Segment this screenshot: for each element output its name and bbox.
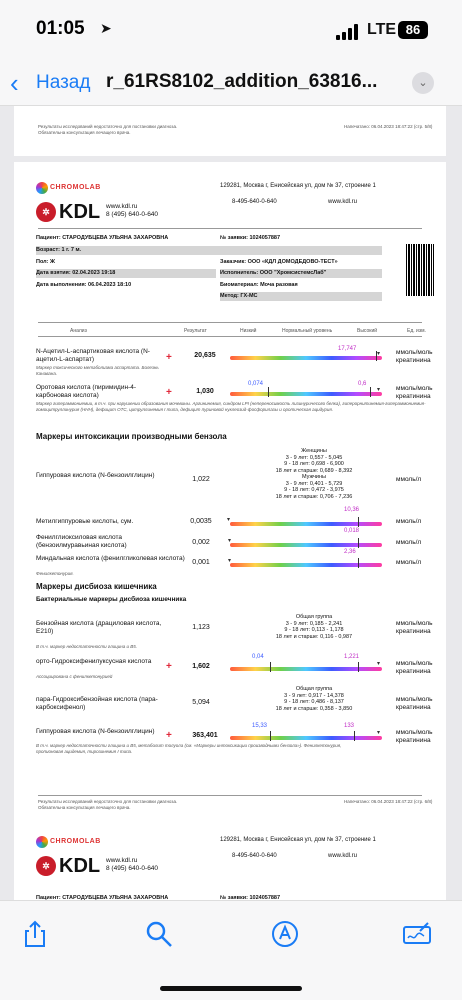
network-type: LTE [367, 21, 397, 38]
range-min-tick [270, 662, 271, 672]
document-title[interactable]: r_61RS8102_addition_63816... [106, 71, 378, 92]
order-number: № заявки: 1024057887 [220, 235, 281, 241]
footer-line: Результаты исследований недостаточно для постановки диагноза. [38, 799, 178, 804]
above-range-icon: + [166, 730, 172, 741]
analysis-note: Фенилкетонурия. [36, 571, 74, 576]
patient-name: Пациент: СТАРОДУБЦЕВА УЛЬЯНА ЗАХАРОВНА [36, 895, 169, 900]
reference-ranges [250, 614, 378, 640]
range-min-label: 0,074 [248, 381, 264, 387]
analysis-unit: ммоль/л [396, 518, 422, 525]
chromolab-logo: CHROMOLAB [50, 184, 101, 191]
range-min-tick [270, 731, 271, 741]
analysis-name: Бензойная кислота (драциловая кислота, E210) [36, 620, 162, 635]
lab-site: www.kdl.ru [328, 199, 358, 205]
above-range-icon: + [166, 661, 172, 672]
page-footer-note [38, 124, 177, 136]
bottom-toolbar [0, 900, 462, 1000]
ref-line: 18 лет и старше: 0,689 - 8,392 [275, 467, 353, 474]
ref-line: 3 - 9 лет: 0,557 - 5,045 [285, 454, 343, 461]
back-chevron-icon[interactable]: ‹ [10, 68, 19, 98]
analysis-value: 1,022 [192, 476, 210, 483]
range-max-label: 0,6 [358, 381, 367, 387]
kdl-logo-icon: ✲ [36, 856, 56, 876]
reference-ranges [250, 686, 378, 712]
search-icon[interactable] [144, 919, 174, 949]
analysis-unit: ммоль/л [396, 559, 422, 566]
signal-icon [336, 24, 360, 40]
chevron-down-icon[interactable]: ⌄ [412, 72, 434, 94]
chromolab-logo-icon [36, 182, 48, 194]
footer-line: Обязательна консультация лечащего врача. [38, 805, 131, 810]
kdl-phone: 8 (495) 640-0-640 [106, 865, 159, 872]
range-scale [230, 392, 382, 396]
range-max-label: 133 [344, 723, 355, 729]
chromolab-logo: CHROMOLAB [50, 838, 101, 845]
analysis-name: N-Ацетил-L-аспартиковая кислота (N-ацетил-L-аспартат) [36, 348, 150, 363]
analysis-value: 0,002 [192, 539, 210, 546]
analysis-value: 0,0035 [190, 518, 212, 525]
analysis-note: Маркер гипераммониемии, в т.ч. при нарушении образования мочевины. Аргининемия, синдром LPI (непереносимость лизинуричесого белка), гиперорнитинемия-гипераммониемия-гомоцитруллинурия (HHH), дефицит OTC, цитруллинемия I типа, дефицит пуриновой нуклеозид-фосфорилазы и оротическая ацидурия. [36, 401, 426, 412]
analysis-unit: ммоль/моль креатинина [396, 349, 433, 364]
page-5 [14, 106, 446, 156]
analysis-value: 1,123 [192, 624, 210, 631]
markup-icon[interactable] [270, 919, 300, 949]
range-max-label: 0,018 [344, 528, 360, 534]
analysis-value: 1,030 [196, 388, 214, 395]
date-done: Дата выполнения: 06.04.2023 18:10 [36, 282, 132, 288]
col-normal: Нормальный уровень [282, 328, 333, 334]
ref-line: 3 - 9 лет: 0,917 - 14,378 [284, 692, 344, 699]
range-max-tick [358, 662, 359, 672]
kdl-phone: 8 (495) 640-0-640 [106, 211, 159, 218]
analysis-name: пара-Гидроксибензойная кислота (пара-карбоксифенол) [36, 696, 158, 711]
range-min-label: 0,04 [252, 654, 264, 660]
lab-site: www.kdl.ru [328, 853, 358, 859]
col-low: Низкий [240, 328, 257, 334]
patient-name: Пациент: СТАРОДУБЦЕВА УЛЬЯНА ЗАХАРОВНА [36, 235, 169, 241]
back-button[interactable]: Назад [36, 72, 91, 93]
analysis-unit: ммоль/моль креатинина [396, 660, 433, 675]
analysis-unit: ммоль/моль креатинина [396, 696, 433, 711]
page-6 [14, 162, 446, 848]
ref-line: 18 лет и старше: 0,116 - 0,987 [275, 633, 353, 640]
result-marker-icon: ▾ [228, 538, 232, 544]
kdl-site: www.kdl.ru [106, 203, 138, 210]
signature-icon[interactable] [402, 919, 432, 949]
nav-bar [0, 60, 462, 106]
analysis-name: Гиппуровая кислота (N-бензоилглицин) [36, 472, 155, 479]
reference-ranges [250, 448, 378, 500]
battery-indicator: 86 [398, 21, 428, 39]
analysis-note: В т.ч. маркер недостаточности глицина и B5, метаболит толуола (см. «Маркеры интоксикации производными бензола»). Фенилкетонурия, пропионовая ацидемия, тирозинемия I типа. [36, 743, 342, 754]
col-result: Результат [184, 328, 207, 334]
result-marker-icon: ▾ [228, 558, 232, 564]
range-max-tick [358, 558, 359, 568]
analysis-name: Фенилглиоксиловая кислота (бензоилмуравьиная кислота) [36, 534, 127, 549]
range-max-label: 1,221 [344, 654, 360, 660]
analysis-unit: ммоль/л [396, 539, 422, 546]
method: Метод: ГХ-МС [220, 292, 382, 301]
analysis-unit: ммоль/моль креатинина [396, 729, 433, 744]
range-max-label: 10,36 [344, 507, 360, 513]
analysis-value: 0,001 [192, 559, 210, 566]
subsection-title: Бактериальные маркеры дисбиоза кишечника [36, 596, 187, 603]
range-max-label: 2,36 [344, 549, 356, 555]
ref-line: 9 - 18 лет: 0,486 - 8,137 [284, 699, 344, 705]
ref-line: 9 - 18 лет: 0,113 - 1,178 [284, 627, 344, 633]
share-icon[interactable] [20, 919, 50, 949]
lab-address: 129281, Москва г, Енисейская ул, дом № 37, строение 1 [220, 183, 376, 189]
range-scale [230, 563, 382, 567]
page-footer-note [38, 799, 177, 811]
kdl-logo-icon: ✲ [36, 202, 56, 222]
analysis-unit: ммоль/моль креатинина [396, 620, 433, 635]
footer-line: Результаты исследований недостаточно для постановки диагноза. [38, 124, 178, 129]
kdl-logo: KDL [59, 855, 101, 877]
result-marker-icon: ▾ [377, 661, 381, 667]
customer: Заказчик: ООО «КДЛ ДОМОДЕДОВО-ТЕСТ» [220, 259, 338, 265]
analysis-name: Гиппуровая кислота (N-бензоилглицин) [36, 728, 155, 735]
ref-line: Женщины [301, 448, 327, 454]
analysis-value: 363,401 [192, 732, 218, 739]
col-analysis: Анализ [70, 328, 87, 334]
analysis-name: Метилгиппуровые кислоты, сум. [36, 518, 134, 525]
analysis-value: 20,635 [194, 352, 216, 359]
barcode [406, 244, 434, 296]
range-scale [230, 356, 382, 360]
ref-line: Общая группа [295, 614, 333, 620]
ref-line: 3 - 9 лет: 0,185 - 2,241 [285, 620, 343, 627]
range-scale [230, 736, 382, 740]
patient-sex: Пол: Ж [36, 259, 56, 265]
range-min-label: 15,33 [252, 723, 268, 729]
analysis-unit: ммоль/л [396, 476, 422, 483]
page-7 [14, 814, 446, 900]
status-time: 01:05 [36, 18, 85, 39]
above-range-icon: + [166, 387, 172, 398]
kdl-site: www.kdl.ru [106, 857, 138, 864]
date-taken: Дата взятия: 02.04.2023 19:18 [36, 269, 216, 278]
range-scale [230, 543, 382, 547]
order-number: № заявки: 1024057887 [220, 895, 281, 900]
lab-address: 129281, Москва г, Енисейская ул, дом № 37, строение 1 [220, 837, 376, 843]
range-min-tick [268, 387, 269, 397]
ref-line: 18 лет и старше: 0,358 - 3,850 [275, 705, 353, 712]
executor: Исполнитель: ООО "ХромсистемсЛаб" [220, 269, 382, 278]
result-marker-icon: ▾ [227, 517, 231, 523]
analysis-unit: ммоль/моль креатинина [396, 385, 433, 400]
lab-phone: 8-495-640-0-640 [232, 853, 277, 859]
result-marker-icon: ▾ [377, 730, 381, 736]
section-title: Маркеры дисбиоза кишечника [36, 582, 157, 591]
analysis-name: орто-Гидроксифенилуксусная кислота [36, 658, 152, 665]
kdl-contacts [106, 203, 158, 219]
col-high: Высокий [357, 328, 378, 334]
kdl-logo: KDL [59, 201, 101, 223]
ref-line: 3 - 9 лет: 0,401 - 5,729 [285, 480, 343, 487]
ref-line: 9 - 18 лет: 0,698 - 6,900 [284, 461, 344, 467]
page-footer-printed: Напечатано: 06.04.2023 18:47:22 (стр. 6/8) [344, 799, 433, 804]
col-unit: Ед. изм. [407, 328, 426, 334]
range-scale [230, 667, 382, 671]
range-max-tick [358, 517, 359, 527]
footer-line: Обязательна консультация лечащего врача. [38, 130, 131, 135]
kdl-contacts [106, 857, 158, 873]
biomaterial: Биоматериал: Моча разовая [220, 282, 298, 288]
analysis-value: 1,602 [192, 663, 210, 670]
range-max-label: 17,747 [338, 346, 357, 352]
chromolab-logo-icon [36, 836, 48, 848]
document-viewer[interactable] [0, 106, 462, 900]
result-marker-icon: ▾ [377, 387, 381, 393]
location-icon: ➤ [100, 20, 112, 36]
ref-line: Общая группа [295, 686, 333, 692]
range-max-tick [370, 387, 371, 397]
range-max-tick [358, 538, 359, 548]
home-indicator[interactable] [160, 986, 302, 991]
analysis-name: Оротовая кислота (пиримидин-4-карбоновая кислота) [36, 384, 136, 399]
ref-line: 18 лет и старше: 0,706 - 7,236 [275, 493, 353, 500]
status-bar [0, 0, 462, 60]
range-max-tick [354, 731, 355, 741]
analysis-name: Миндальная кислота (фенилгликолевая кислота) [36, 555, 185, 562]
ref-line: Мужчины [301, 474, 326, 480]
analysis-note: Ассоциирована с фенилкетонурией [36, 674, 113, 679]
ref-line: 9 - 18 лет: 0,472 - 3,975 [284, 487, 344, 493]
analysis-value: 5,094 [192, 699, 210, 706]
above-range-icon: + [166, 352, 172, 363]
analysis-note: Маркер токсического метаболизма аспартата. Болезнь Канавана. [36, 365, 159, 376]
section-title: Маркеры интоксикации производными бензола [36, 432, 227, 441]
lab-phone: 8-495-640-0-640 [232, 199, 277, 205]
range-scale [230, 522, 382, 526]
page-footer-printed: Напечатано: 06.04.2023 18:47:22 (стр. 5/8) [344, 124, 433, 129]
patient-age: Возраст: 1 г. 7 м. [36, 246, 382, 255]
analysis-note: В т.ч. маркер недостаточности глицина и B5. [36, 644, 137, 649]
result-marker-icon: ▾ [377, 351, 381, 357]
